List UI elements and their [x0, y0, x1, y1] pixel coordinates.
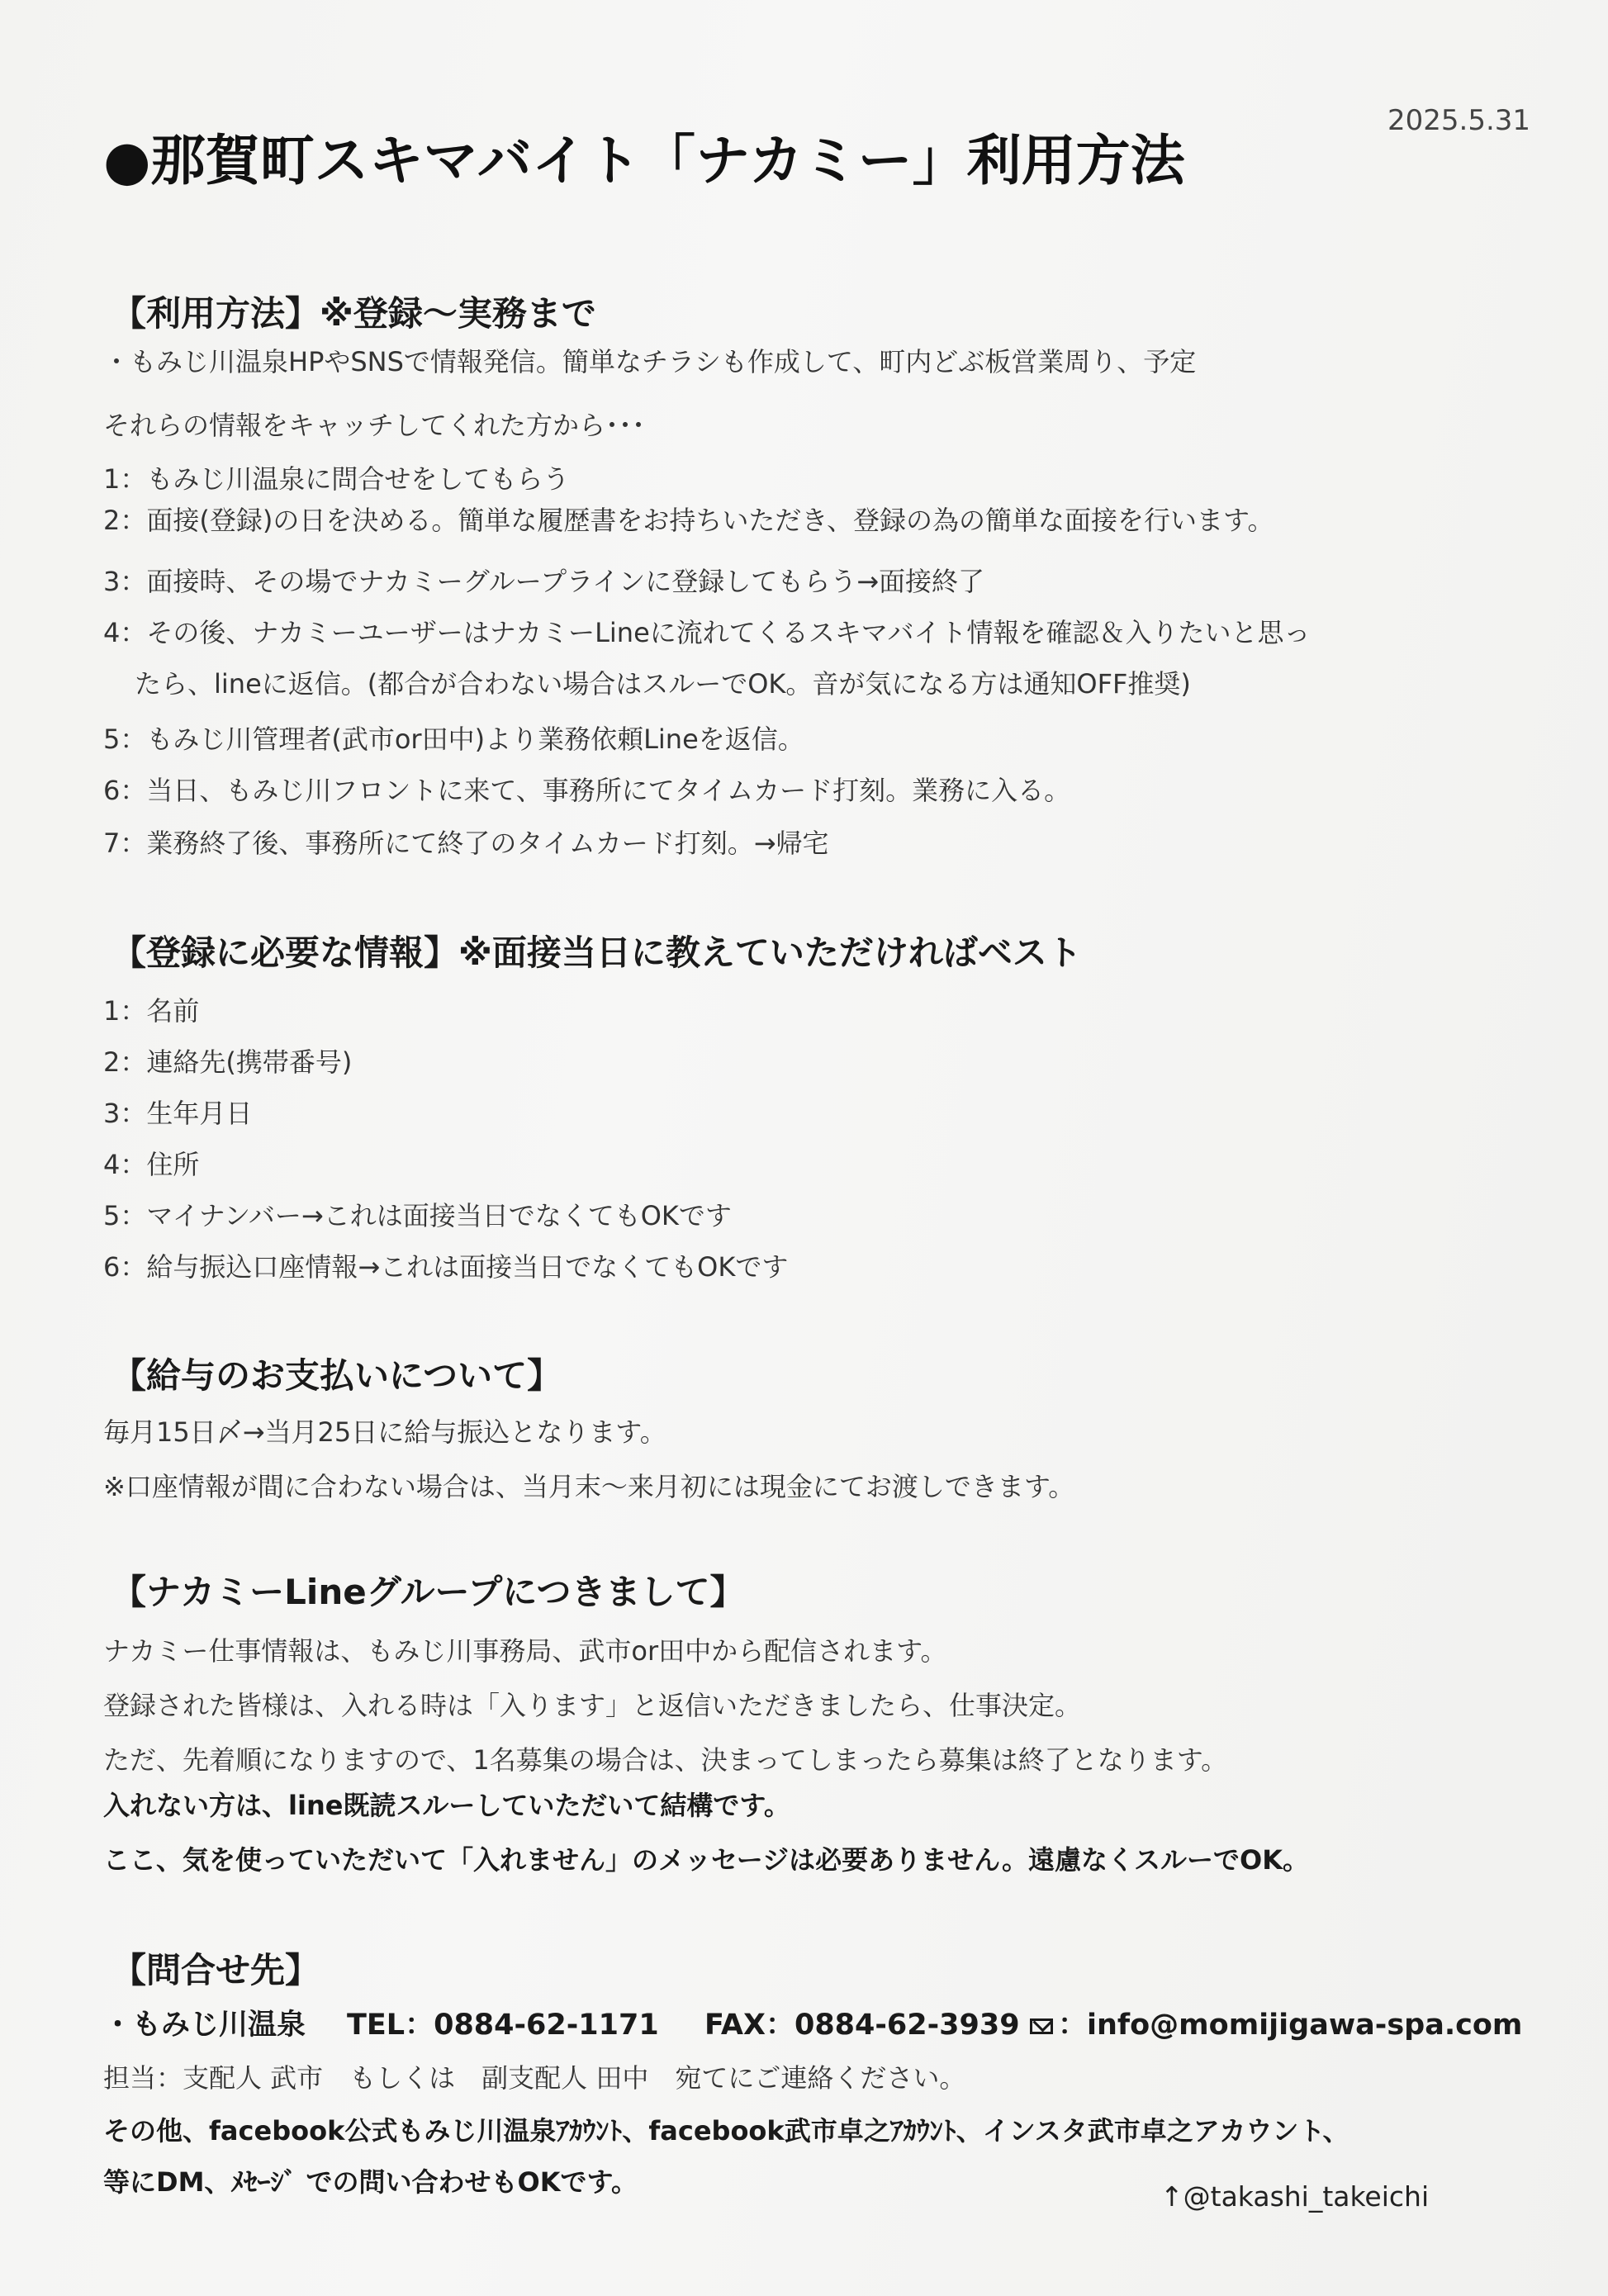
contact-other: その他、facebook公式もみじ川温泉ｱｶｳﾝﾄ、facebook武市卓之ｱｶｳﾝﾄ、インスタ武市卓之アカウント、 — [103, 2115, 1349, 2147]
contact-fax: FAX：0884-62-3939 — [704, 2009, 1020, 2042]
required-item: 6：給与振込口座情報→これは面接当日でなくてもOKです — [103, 1251, 789, 1283]
required-item: 5：マイナンバー→これは面接当日でなくてもOKです — [103, 1200, 732, 1231]
contact-other: 等にDM、ﾒｾｰｼﾞ での問い合わせもOKです。 — [103, 2166, 638, 2198]
contact-row — [103, 2002, 1524, 2048]
usage-step-continuation: たら、lineに返信。(都合が合わない場合はスルーでOK。音が気になる方は通知OFF推奨) — [135, 668, 1191, 700]
usage-step: 1：もみじ川温泉に問合せをしてもらう — [103, 463, 570, 495]
contact-email: ：info@momijigawa-spa.com — [1058, 2009, 1523, 2042]
usage-step: 6：当日、もみじ川フロントに来て、事務所にてタイムカード打刻。業務に入る。 — [103, 775, 1071, 806]
line-group-line: 登録された皆様は、入れる時は「入ります」と返信いただきましたら、仕事決定。 — [103, 1690, 1082, 1721]
payment-line: ※口座情報が間に合わない場合は、当月末～来月初には現金にてお渡しできます。 — [103, 1471, 1075, 1502]
required-item: 2：連絡先(携帯番号) — [103, 1046, 353, 1078]
line-group-heading: 【ナカミーLineグループにつきまして】 — [111, 1572, 745, 1612]
contact-heading: 【問合せ先】 — [111, 1950, 320, 1990]
contact-person: 担当：支配人 武市 もしくは 副支配人 田中 宛てにご連絡ください。 — [103, 2062, 966, 2094]
usage-heading: 【利用方法】※登録～実務まで — [111, 293, 596, 334]
required-item: 1：名前 — [103, 995, 200, 1027]
usage-step: 3：面接時、その場でナカミーグループラインに登録してもらう→面接終了 — [103, 566, 985, 597]
line-group-line: ただ、先着順になりますので、1名募集の場合は、決まってしまったら募集は終了となります。 — [103, 1744, 1228, 1776]
usage-step: 5：もみじ川管理者(武市or田中)より業務依頼Lineを返信。 — [103, 723, 804, 755]
usage-line: それらの情報をキャッチしてくれた方から･･･ — [103, 410, 646, 441]
instagram-handle: ↑@takashi_takeichi — [1160, 2180, 1430, 2213]
usage-step: 4：その後、ナカミーユーザーはナカミーLineに流れてくるスキマバイト情報を確認＆入りたいと思っ — [103, 617, 1311, 648]
usage-step: 7：業務終了後、事務所にて終了のタイムカード打刻。→帰宅 — [103, 828, 829, 859]
required-heading: 【登録に必要な情報】※面接当日に教えていただければベスト — [111, 932, 1082, 973]
required-item: 4：住所 — [103, 1149, 200, 1180]
contact-name: ・もみじ川温泉 — [103, 2009, 306, 2042]
line-group-note: 入れない方は、line既読スルーしていただいて結構です。 — [103, 1790, 790, 1821]
usage-line: ・もみじ川温泉HPやSNSで情報発信。簡単なチラシも作成して、町内どぶ板営業周り、予定 — [103, 346, 1197, 377]
usage-step: 2：面接(登録)の日を決める。簡単な履歴書をお持ちいただき、登録の為の簡単な面接を行います。 — [103, 505, 1274, 536]
payment-line: 毎月15日〆→当月25日に給与振込となります。 — [103, 1416, 666, 1448]
contact-email-wrap — [1030, 2002, 1522, 2048]
document-date: 2025.5.31 — [1387, 104, 1531, 137]
document-title: ●那賀町スキマバイト「ナカミー」利用方法 — [103, 129, 1185, 192]
line-group-note: ここ、気を使っていただいて「入れません」のメッセージは必要ありません。遠慮なくスルーでOK。 — [103, 1844, 1310, 1876]
payment-heading: 【給与のお支払いについて】 — [111, 1355, 562, 1396]
line-group-line: ナカミー仕事情報は、もみじ川事務局、武市or田中から配信されます。 — [103, 1635, 947, 1667]
required-item: 3：生年月日 — [103, 1098, 253, 1129]
contact-tel: TEL：0884-62-1171 — [347, 2009, 659, 2042]
mail-icon — [1030, 2018, 1053, 2034]
